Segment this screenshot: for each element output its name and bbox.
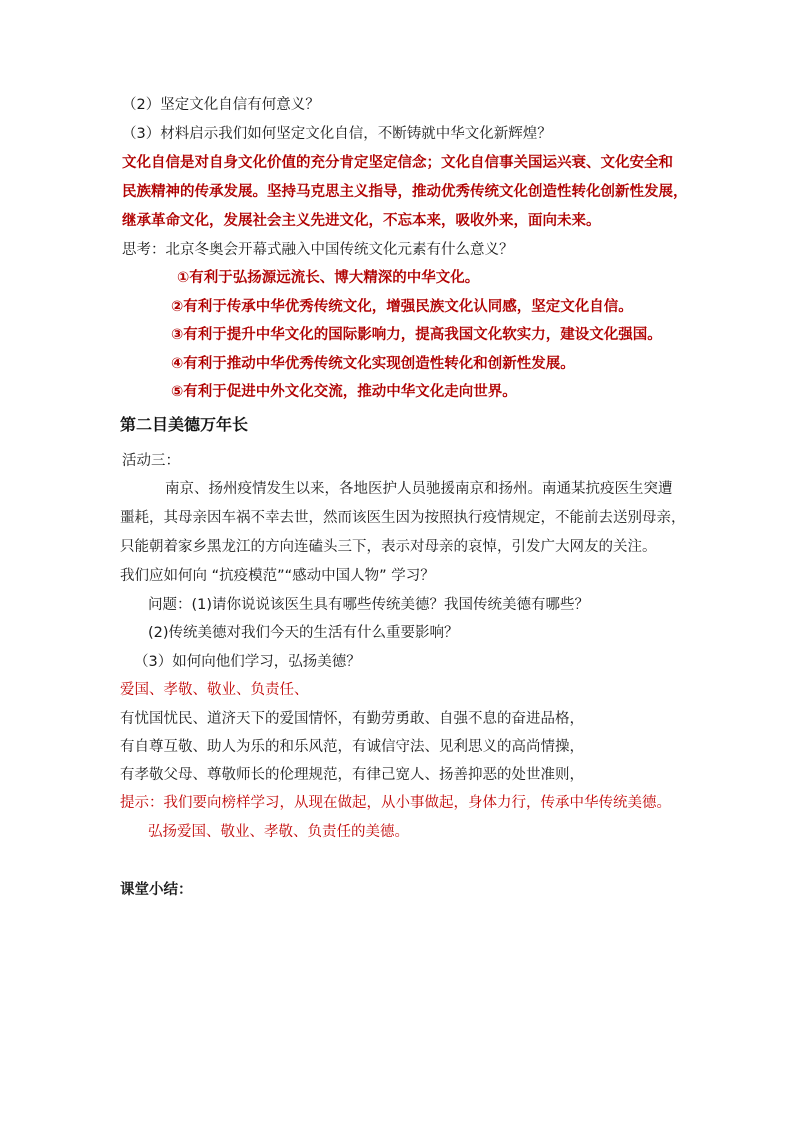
thinking-point-3: ③有利于提升中华文化的国际影响力，提高我国文化软实力，建设文化强国。 <box>171 327 662 343</box>
hint-line: 提示：我们要向榜样学习，从现在做起，从小事做起，身体力行，传承中华传统美德。 <box>120 795 671 811</box>
thinking-point-4: ④有利于推动中华优秀传统文化实现创造性转化和创新性发展。 <box>171 356 575 372</box>
thinking-point-1: ①有利于弘扬源远流长、博大精深的中华文化。 <box>177 270 480 286</box>
answer-line-1: 文化自信是对自身文化价值的充分肯定坚定信念；文化自信事关国运兴衰、文化安全和 <box>122 155 673 171</box>
answer-line-3: 继承革命文化，发展社会主义先进文化，不忘本来，吸收外来，面向未来。 <box>122 213 601 229</box>
thinking-point-2: ②有利于传承中华优秀传统文化，增强民族文化认同感，坚定文化自信。 <box>171 299 633 315</box>
question-3: （3）材料启示我们如何坚定文化自信，不断铸就中华文化新辉煌？ <box>122 126 552 142</box>
activity-label: 活动三： <box>122 453 180 469</box>
thinking-point-5: ⑤有利于促进中外文化交流，推动中华文化走向世界。 <box>171 384 517 400</box>
answer-line-2: 民族精神的传承发展。坚持马克思主义指导，推动优秀传统文化创造性转化创新性发展， <box>122 184 688 200</box>
trait-line-2: 有自尊互敬、助人为乐的和乐风范，有诚信守法、见利思义的高尚情操， <box>120 739 584 755</box>
section-2-title: 第二目美德万年长 <box>120 415 249 434</box>
story-line-4: 我们应如何向 “抗疫模范”“感动中国人物” 学习？ <box>120 568 435 584</box>
story-line-1: 南京、扬州疫情发生以来，各地医护人员驰援南京和扬州。南通某抗疫医生突遭 <box>165 481 673 497</box>
story-line-2: 噩耗，其母亲因车祸不幸去世，然而该医生因为按照执行疫情规定，不能前去送别母亲， <box>120 510 686 526</box>
question-intro: 问题：(1)请你说说该医生具有哪些传统美德？我国传统美德有哪些？ <box>148 597 590 613</box>
question-learn: （3）如何向他们学习，弘扬美德？ <box>134 654 361 670</box>
summary-title: 课堂小结： <box>120 882 193 898</box>
hint-line-2: 弘扬爱国、敬业、孝敬、负责任的美德。 <box>148 824 409 840</box>
virtues-list: 爱国、孝敬、敬业、负责任、 <box>120 682 309 698</box>
question-2: （2）坚定文化自信有何意义？ <box>122 97 320 113</box>
trait-line-1: 有忧国忧民、道济天下的爱国情怀，有勤劳勇敢、自强不息的奋进品格， <box>120 711 584 727</box>
trait-line-3: 有孝敬父母、尊敬师长的伦理规范，有律己宽人、扬善抑恶的处世准则， <box>120 767 584 783</box>
question-impact: (2)传统美德对我们今天的生活有什么重要影响？ <box>148 625 459 641</box>
story-line-3: 只能朝着家乡黑龙江的方向连磕头三下，表示对母亲的哀悼，引发广大网友的关注。 <box>120 539 657 555</box>
thinking-prompt: 思考：北京冬奥会开幕式融入中国传统文化元素有什么意义？ <box>122 242 514 258</box>
